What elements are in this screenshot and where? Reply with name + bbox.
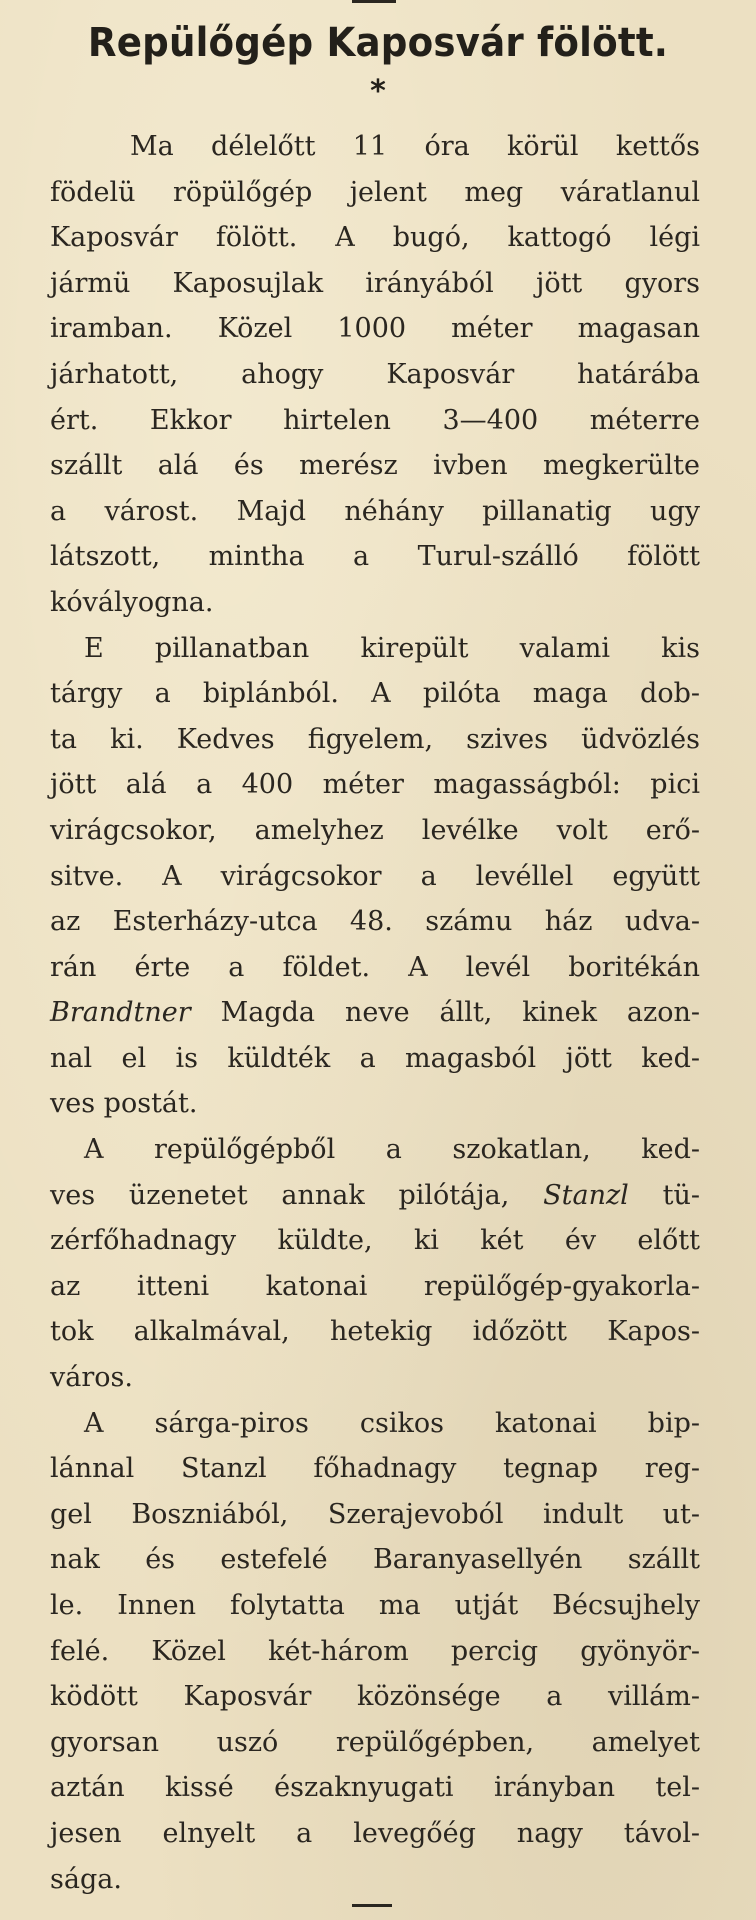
text-line: tok alkalmával, hetekig időzött Kapos- xyxy=(50,1316,700,1348)
text-line: nal el is küldték a magasból jött ked- xyxy=(50,1042,700,1074)
article-title: Repülőgép Kaposvár fölött. xyxy=(87,20,669,66)
text-line: szállt alá és merész ivben megkerülte xyxy=(50,450,700,482)
text-fragment: ves üzenetet annak pilótája, xyxy=(50,1179,544,1211)
text-line: az Esterházy-utca 48. számu ház udva- xyxy=(50,906,700,938)
text-line: ves postát. xyxy=(50,1088,198,1120)
text-line: ta ki. Kedves figyelem, szives üdvözlés xyxy=(50,723,700,755)
text-line: ért. Ekkor hirtelen 3—400 méterre xyxy=(50,404,700,436)
text-line: rán érte a földet. A levél boritékán xyxy=(50,951,700,983)
text-line: Kaposvár fölött. A bugó, kattogó légi xyxy=(50,222,700,254)
text-line: jött alá a 400 méter magasságból: pici xyxy=(50,769,700,801)
text-line: város. xyxy=(50,1362,133,1394)
text-fragment: tü- xyxy=(628,1179,701,1211)
name-stanzl: Stanzl xyxy=(543,1179,629,1211)
text-line: lánnal Stanzl főhadnagy tegnap reg- xyxy=(50,1453,700,1485)
text-line: virágcsokor, amelyhez levélke volt erő- xyxy=(50,814,700,846)
text-line xyxy=(50,990,700,1036)
text-line: iramban. Közel 1000 méter magasan xyxy=(50,313,700,345)
text-line: ködött Kaposvár közönsége a villám- xyxy=(50,1681,700,1713)
text-line: gel Boszniából, Szerajevoból indult ut- xyxy=(50,1498,700,1530)
title-separator: * xyxy=(370,74,386,109)
text-line: gyorsan uszó repülőgépben, amelyet xyxy=(50,1726,700,1758)
text-line: nak és estefelé Baranyasellyén szállt xyxy=(50,1544,700,1576)
text-line: felé. Közel két-három percig gyönyör- xyxy=(50,1635,700,1667)
text-line: látszott, mintha a Turul-szálló fölött xyxy=(50,541,700,573)
text-line: A sárga-piros csikos katonai bip- xyxy=(84,1407,700,1439)
text-line: E pillanatban kirepült valami kis xyxy=(84,632,700,664)
text-line: járhatott, ahogy Kaposvár határába xyxy=(50,358,700,390)
text-line: az itteni katonai repülőgép-gyakorla- xyxy=(50,1270,700,1302)
text-line: jesen elnyelt a levegőég nagy távol- xyxy=(50,1817,700,1849)
name-brandtner: Brandtner xyxy=(50,997,191,1029)
article-body xyxy=(50,124,700,1902)
paragraph-1 xyxy=(50,124,700,626)
text-line: sága. xyxy=(50,1863,122,1895)
text-line: kóvályogna. xyxy=(50,586,214,618)
top-rule xyxy=(352,0,396,3)
paragraph-2 xyxy=(50,626,700,1128)
text-line: le. Innen folytatta ma utját Bécsujhely xyxy=(50,1590,700,1621)
text-line: jármü Kaposujlak irányából jött gyors xyxy=(50,267,700,299)
text-line: födelü röpülőgép jelent meg váratlanul xyxy=(50,176,700,208)
paragraph-3 xyxy=(50,1127,700,1401)
text-line: aztán kissé északnyugati irányban tel- xyxy=(50,1772,700,1804)
text-line: Ma délelőtt 11 óra körül kettős xyxy=(130,131,700,162)
text-line: a várost. Majd néhány pillanatig ugy xyxy=(50,495,700,527)
paragraph-4 xyxy=(50,1401,700,1903)
text-line: A repülőgépből a szokatlan, ked- xyxy=(84,1134,700,1166)
bottom-rule xyxy=(352,1904,392,1907)
text-line xyxy=(50,1173,700,1219)
text-line: zérfőhadnagy küldte, ki két év előtt xyxy=(50,1225,700,1257)
text-fragment: Magda neve állt, kinek azon- xyxy=(190,997,700,1029)
text-line: sitve. A virágcsokor a levéllel együtt xyxy=(50,860,700,892)
text-line: tárgy a biplánból. A pilóta maga dob- xyxy=(50,678,700,710)
